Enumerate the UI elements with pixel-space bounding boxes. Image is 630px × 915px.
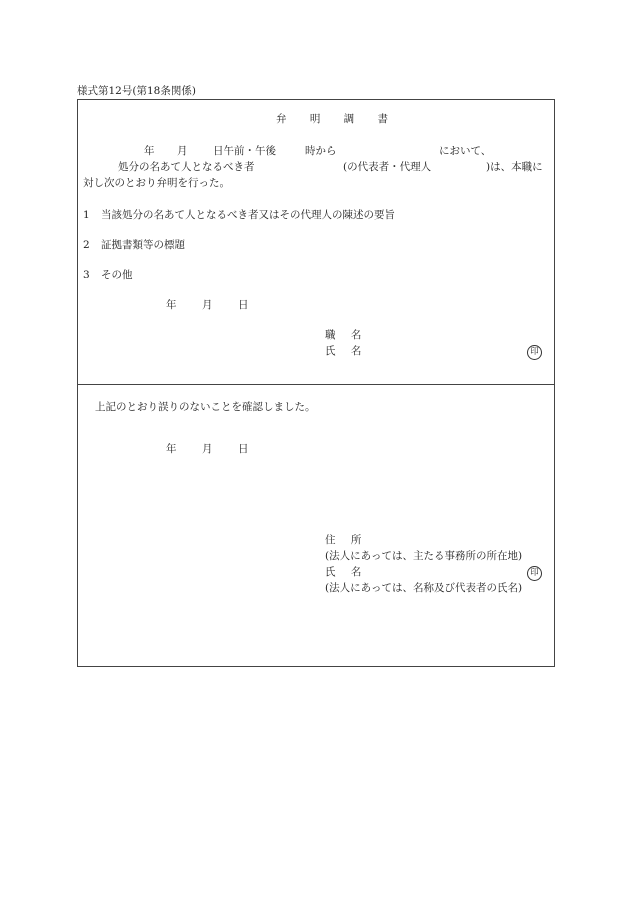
statement-date-year: 年	[166, 299, 177, 311]
official-title-label: 職 名	[325, 329, 368, 341]
confirmation-date-day: 日	[238, 443, 249, 455]
document-frame	[77, 99, 555, 667]
line3-text: 対し次のとおり弁明を行った。	[83, 177, 230, 189]
statement-date-month: 月	[202, 299, 213, 311]
official-name-label: 氏 名	[325, 345, 368, 357]
line1-day-ampm: 日午前・午後	[213, 145, 276, 157]
official-seal-mark: 印	[527, 345, 542, 360]
line1-year: 年	[144, 145, 155, 157]
form-number: 様式第12号(第18条関係)	[77, 85, 196, 97]
line1-month: 月	[177, 145, 188, 157]
item-3-number: 3	[83, 269, 90, 281]
line2-addressee: 処分の名あて人となるべき者	[118, 161, 255, 173]
address-label: 住 所	[325, 534, 368, 546]
item-1-text: 当該処分の名あて人となるべき者又はその代理人の陳述の要旨	[101, 209, 395, 221]
section-divider	[78, 384, 554, 385]
line2-close: )は、本職に	[486, 161, 543, 173]
item-3-text: その他	[101, 269, 133, 281]
item-1-number: 1	[83, 209, 90, 221]
applicant-seal-mark: 印	[527, 566, 542, 581]
confirmation-date-year: 年	[166, 443, 177, 455]
line2-representative: (の代表者・代理人	[343, 161, 432, 173]
statement-date-day: 日	[238, 299, 249, 311]
document-title: 弁 明 調 書	[276, 113, 399, 125]
applicant-name-label: 氏 名	[325, 566, 368, 578]
line1-hour-from: 時から	[305, 145, 337, 157]
name-note: (法人にあっては、名称及び代表者の氏名)	[325, 582, 523, 594]
confirmation-date-month: 月	[202, 443, 213, 455]
address-note: (法人にあっては、主たる事務所の所在地)	[325, 550, 523, 562]
item-2-number: 2	[83, 239, 90, 251]
confirmation-text: 上記のとおり誤りのないことを確認しました。	[95, 401, 316, 413]
line1-at-place: において、	[439, 145, 492, 157]
item-2-text: 証拠書類等の標題	[101, 239, 185, 251]
